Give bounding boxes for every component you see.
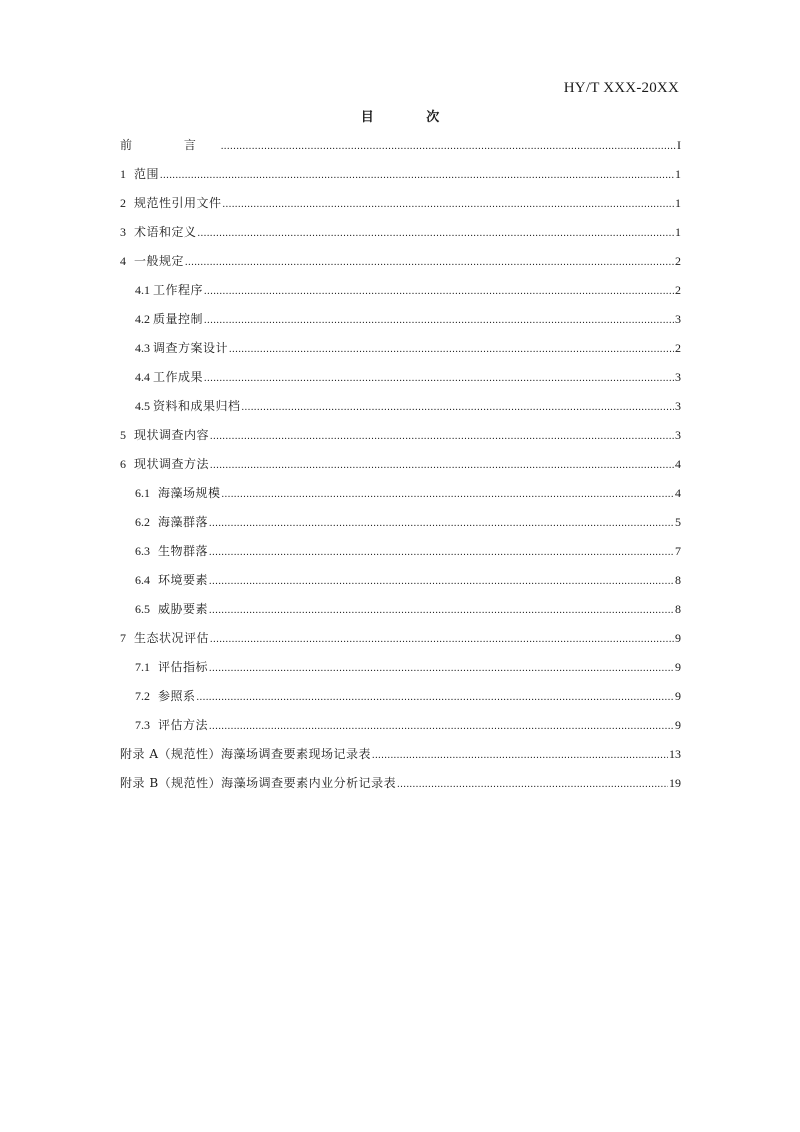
toc-entry-6-1[interactable] bbox=[120, 479, 681, 508]
toc-entry-title: 质量控制 bbox=[153, 312, 204, 326]
toc-dot-leader bbox=[397, 770, 668, 799]
toc-entry-number: 3 bbox=[120, 225, 126, 239]
toc-entry-page: 3 bbox=[675, 312, 681, 326]
toc-entry-page: 1 bbox=[675, 225, 681, 239]
toc-entry-number: 7.3 bbox=[135, 718, 150, 732]
toc-entry-page: 4 bbox=[675, 486, 681, 500]
document-code: HY/T XXX-20XX bbox=[563, 80, 679, 96]
toc-entry-page: 9 bbox=[675, 660, 681, 674]
toc-entry-title: 环境要素 bbox=[158, 573, 209, 587]
toc-entry-title: 资料和成果归档 bbox=[153, 399, 241, 413]
toc-entry-4-5[interactable] bbox=[120, 392, 681, 421]
toc-entry-number: 6.5 bbox=[135, 602, 150, 616]
toc-dot-leader bbox=[209, 509, 674, 538]
toc-entry-title: 海藻群落 bbox=[158, 515, 209, 529]
toc-entry-page: 1 bbox=[675, 167, 681, 181]
toc-entry-title: 评估方法 bbox=[158, 718, 209, 732]
toc-entry-number: 6.4 bbox=[135, 573, 150, 587]
toc-entry-number: 4.1 bbox=[135, 283, 150, 297]
toc-entry-title: 参照系 bbox=[158, 689, 196, 703]
toc-entry-page: 2 bbox=[675, 254, 681, 268]
toc-dot-leader bbox=[209, 712, 674, 741]
toc-entry-number: 4.4 bbox=[135, 370, 150, 384]
toc-dot-leader bbox=[209, 567, 674, 596]
toc-entry-title: 现状调查内容 bbox=[134, 428, 210, 442]
toc-entry-title: 术语和定义 bbox=[134, 225, 197, 239]
toc-entry-page: 13 bbox=[669, 747, 681, 761]
toc-entry-4-2[interactable] bbox=[120, 305, 681, 334]
toc-dot-leader bbox=[185, 248, 674, 277]
toc-entry-number: 4 bbox=[120, 254, 126, 268]
toc-entry-foreword[interactable] bbox=[120, 131, 681, 160]
toc-dot-leader bbox=[210, 451, 674, 480]
toc-entry-page: 19 bbox=[669, 776, 681, 790]
toc-entry-4-1[interactable] bbox=[120, 276, 681, 305]
toc-entry-title: 海藻场规模 bbox=[158, 486, 221, 500]
toc-entry-title: 工作成果 bbox=[153, 370, 204, 384]
toc-entry-number: 2 bbox=[120, 196, 126, 210]
toc-entry-4-3[interactable] bbox=[120, 334, 681, 363]
toc-dot-leader bbox=[229, 335, 674, 364]
toc-entry-page: 5 bbox=[675, 515, 681, 529]
toc-entry-4-4[interactable] bbox=[120, 363, 681, 392]
toc-dot-leader bbox=[204, 277, 674, 306]
toc-entry-page: 4 bbox=[675, 457, 681, 471]
toc-entry-number: 6.2 bbox=[135, 515, 150, 529]
toc-dot-leader bbox=[197, 683, 674, 712]
toc-entry-title: 工作程序 bbox=[153, 283, 204, 297]
table-of-contents bbox=[120, 131, 681, 798]
toc-entry-title: 附录 B（规范性）海藻场调查要素内业分析记录表 bbox=[120, 776, 397, 790]
toc-entry-title: 前 言 bbox=[120, 138, 220, 152]
toc-entry-page: 3 bbox=[675, 370, 681, 384]
toc-dot-leader bbox=[204, 364, 674, 393]
toc-entry-4[interactable] bbox=[120, 247, 681, 276]
toc-entry-6-5[interactable] bbox=[120, 595, 681, 624]
toc-entry-page: 7 bbox=[675, 544, 681, 558]
toc-entry-number: 4.2 bbox=[135, 312, 150, 326]
toc-entry-number: 6.3 bbox=[135, 544, 150, 558]
toc-entry-number: 6.1 bbox=[135, 486, 150, 500]
toc-entry-3[interactable] bbox=[120, 218, 681, 247]
toc-entry-title: 范围 bbox=[134, 167, 160, 181]
toc-entry-7[interactable] bbox=[120, 624, 681, 653]
toc-entry-title: 生态状况评估 bbox=[134, 631, 210, 645]
toc-dot-leader bbox=[223, 190, 674, 219]
toc-entry-page: 2 bbox=[675, 283, 681, 297]
toc-dot-leader bbox=[204, 306, 674, 335]
toc-entry-page: 8 bbox=[675, 573, 681, 587]
toc-entry-page: 2 bbox=[675, 341, 681, 355]
toc-entry-number: 7 bbox=[120, 631, 126, 645]
toc-dot-leader bbox=[222, 480, 674, 509]
toc-entry-number: 4.3 bbox=[135, 341, 150, 355]
toc-title: 目 次 bbox=[360, 110, 464, 125]
toc-entry-title: 一般规定 bbox=[134, 254, 185, 268]
toc-entry-number: 4.5 bbox=[135, 399, 150, 413]
toc-entry-page: I bbox=[677, 138, 681, 152]
toc-entry-6-4[interactable] bbox=[120, 566, 681, 595]
toc-entry-appendix-b[interactable] bbox=[120, 769, 681, 798]
toc-entry-7-2[interactable] bbox=[120, 682, 681, 711]
toc-entry-title: 生物群落 bbox=[158, 544, 209, 558]
toc-entry-page: 9 bbox=[675, 689, 681, 703]
toc-entry-6-3[interactable] bbox=[120, 537, 681, 566]
toc-entry-6-2[interactable] bbox=[120, 508, 681, 537]
toc-dot-leader bbox=[242, 393, 674, 422]
toc-entry-title: 评估指标 bbox=[158, 660, 209, 674]
toc-dot-leader bbox=[372, 741, 668, 770]
toc-entry-page: 9 bbox=[675, 631, 681, 645]
toc-dot-leader bbox=[198, 219, 674, 248]
toc-entry-page: 1 bbox=[675, 196, 681, 210]
toc-entry-title: 调查方案设计 bbox=[153, 341, 229, 355]
toc-dot-leader bbox=[210, 625, 674, 654]
toc-entry-7-3[interactable] bbox=[120, 711, 681, 740]
toc-entry-title: 附录 A（规范性）海藻场调查要素现场记录表 bbox=[120, 747, 371, 761]
toc-entry-number: 6 bbox=[120, 457, 126, 471]
toc-entry-number: 5 bbox=[120, 428, 126, 442]
toc-dot-leader bbox=[160, 161, 674, 190]
toc-entry-5[interactable] bbox=[120, 421, 681, 450]
toc-entry-6[interactable] bbox=[120, 450, 681, 479]
toc-entry-page: 3 bbox=[675, 399, 681, 413]
toc-entry-number: 7.1 bbox=[135, 660, 150, 674]
toc-entry-number: 1 bbox=[120, 167, 126, 181]
toc-entry-page: 9 bbox=[675, 718, 681, 732]
toc-dot-leader bbox=[221, 132, 676, 161]
toc-entry-2[interactable] bbox=[120, 189, 681, 218]
toc-entry-title: 规范性引用文件 bbox=[134, 196, 222, 210]
toc-entry-7-1[interactable] bbox=[120, 653, 681, 682]
toc-dot-leader bbox=[210, 422, 674, 451]
toc-dot-leader bbox=[209, 538, 674, 567]
toc-entry-page: 3 bbox=[675, 428, 681, 442]
toc-entry-page: 8 bbox=[675, 602, 681, 616]
toc-entry-title: 威胁要素 bbox=[158, 602, 209, 616]
toc-entry-title: 现状调查方法 bbox=[134, 457, 210, 471]
toc-entry-number: 7.2 bbox=[135, 689, 150, 703]
toc-dot-leader bbox=[209, 596, 674, 625]
toc-entry-appendix-a[interactable] bbox=[120, 740, 681, 769]
toc-entry-1[interactable] bbox=[120, 160, 681, 189]
toc-dot-leader bbox=[209, 654, 674, 683]
